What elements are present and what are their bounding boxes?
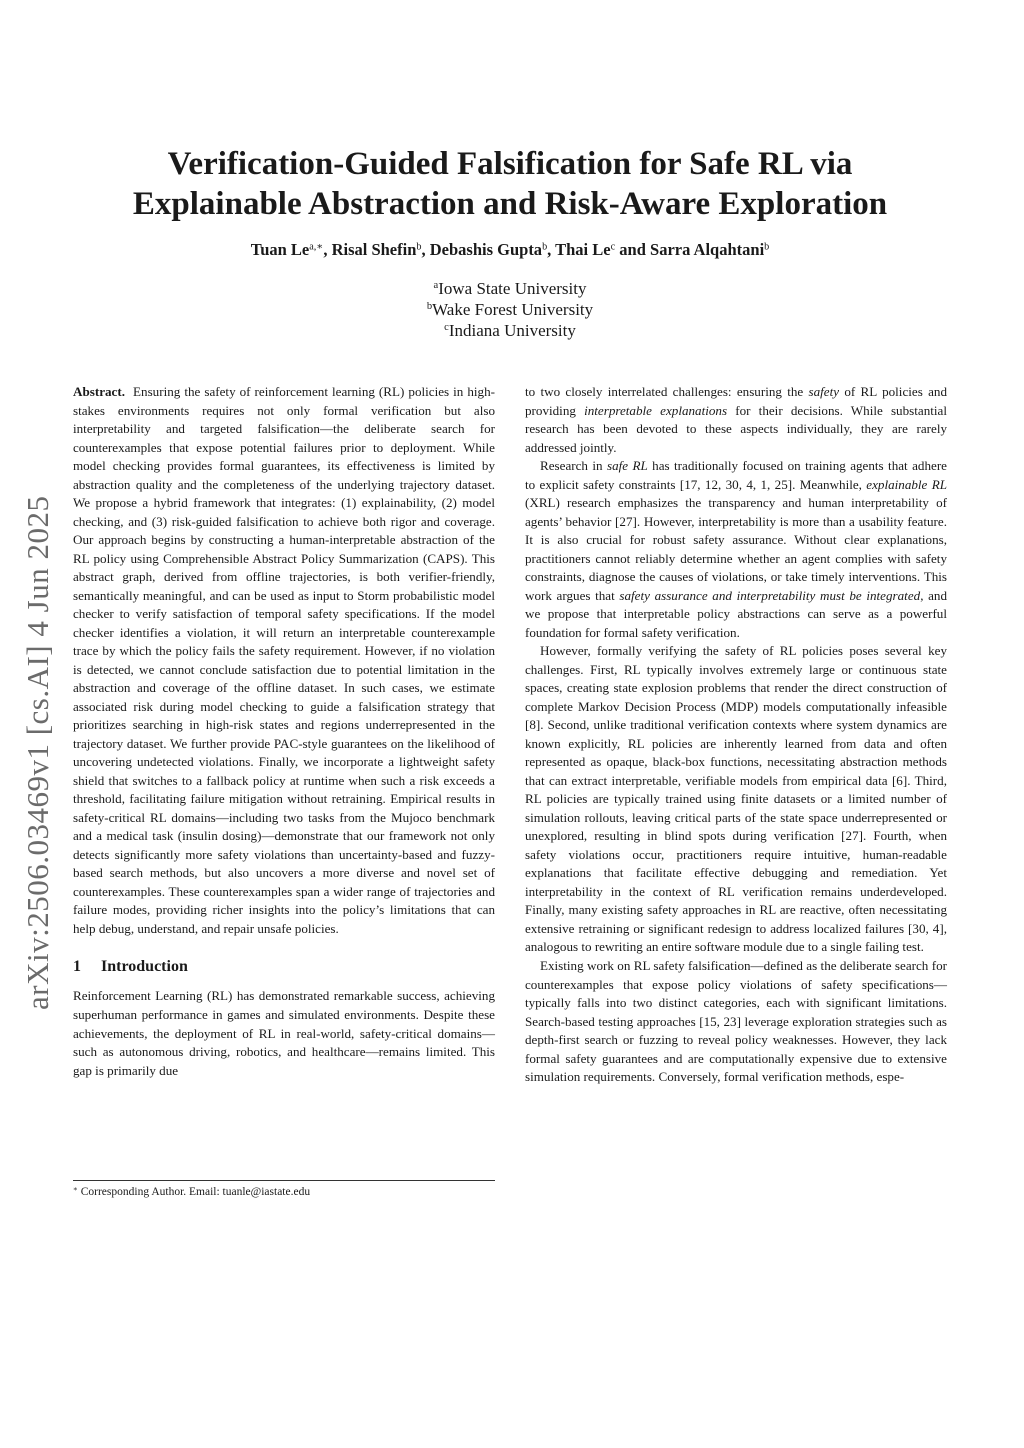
author-separator: and <box>615 240 651 259</box>
text-run: , and we propose that interpretable policy abstractions can serve as a powerful foundation for formal safety verification. <box>525 587 947 640</box>
author-separator: , <box>547 240 556 259</box>
author-separator: , <box>421 240 430 259</box>
intro-paragraph-1-continued <box>525 383 947 457</box>
affiliation-name: Indiana University <box>448 321 576 340</box>
arxiv-identifier-stamp: arXiv:2506.03469v1 [cs.AI] 4 Jun 2025 <box>20 495 55 1010</box>
text-run: to two closely interrelated challenges: ensuring the <box>525 384 809 399</box>
affiliation <box>60 320 960 341</box>
author-name: Sarra Alqahtani <box>650 240 765 259</box>
paper-title <box>60 144 960 224</box>
intro-paragraph-3: However, formally verifying the safety of RL policies poses several key challenges. First, RL typically involves extremely large or continuous state spaces, creating state explosion problems that render the direct construction of complete Markov Decision Process (MDP) models computationally infeasible [8]. Second, unlike traditional verification contexts where system dynamics are known explicitly, RL policies are inherently learned from data and often represented as opaque, black-box functions, necessitating abstraction methods that can extract interpretable, verifiable models from empirical data [6]. Third, RL policies are typically trained using finite datasets or a limited number of simulation rollouts, leaving critical parts of the state space underrepresented or unexplored, resulting in blind spots during verification [27]. Fourth, when safety violations occur, practitioners require intuitive, human-readable explanations that facilitate effective debugging and remediation. Yet interpretability in the context of RL verification remains underdeveloped. Finally, many existing safety approaches in RL are reactive, often necessitating extensive retraining or significant redesign to address localized failures [30, 4], analogous to rewriting an entire software module due to a single failing test. <box>525 643 947 955</box>
text-run: Research in <box>540 458 607 474</box>
affiliation-list <box>60 278 960 341</box>
footnote-marker: ∗ <box>73 1185 78 1194</box>
emphasis: interpretable explanations <box>584 402 728 418</box>
section-number: 1 <box>73 958 81 976</box>
text-run: of RL policies and providing <box>525 384 947 418</box>
author-affiliation-mark: b <box>416 241 422 253</box>
intro-paragraph-4: Existing work on RL safety falsification—defined as the deliberate search for counterexamples that expose policy violations of safety specifications—typically falls into two distinct categories, each with significant limitations. Search-based testing approaches [15, 23] leverage exploration strategies such as depth-first search or fuzzing to reveal policy weaknesses. However, they lack formal safety guarantees and are computationally expensive due to extensive simulation requirements. Conversely, formal verification methods, espe- <box>525 957 947 1085</box>
author-name: Debashis Gupta <box>429 240 543 259</box>
emphasis: safety <box>808 384 840 399</box>
left-column <box>73 383 495 1080</box>
abstract <box>73 383 495 938</box>
abstract-text: Ensuring the safety of reinforcement learning (RL) policies in high-stakes environments requires not only formal verification but also interpretability and targeted falsification—the deliberate search for counterexamples that expose potential failures prior to deployment. While model checking provides formal guarantees, its effectiveness is limited by abstraction quality and the completeness of the underlying trajectory dataset. We propose a hybrid framework that integrates: (1) explainability, (2) model checking, and (3) risk-guided falsification to achieve both rigor and coverage. Our approach begins by constructing a human-interpretable abstraction of the RL policy using Comprehensible Abstract Policy Summarization (CAPS). This abstract graph, derived from offline trajectories, is both verifier-friendly, semantically meaningful, and can be used as input to Storm probabilistic model checker to verify satisfaction of temporal safety specifications. If the model checker identifies a violation, it will return an interpretable counterexample trace by which the policy fails the safety requirement. However, if no violation is detected, we cannot conclude satisfaction due to potential limitation in the abstraction and coverage of the offline dataset. In such cases, we estimate associated risk during model checking to guide a falsification strategy that prioritizes searching in high-risk states and regions underrepresented in the trajectory dataset. We further provide PAC-style guarantees on the likelihood of uncovering undetected violations. Finally, we incorporate a lightweight safety shield that switches to a fallback policy at runtime when such a risk exceeds a threshold, facilitating failure mitigation without retraining. Empirical results in safety-critical RL domains—including two tasks from the Mujoco benchmark and a medical task (insulin dosing)—demonstrate that our framework not only detects significantly more safety violations than uncertainty-based and fuzzy-based search methods, but also uncovers a more diverse and novel set of counterexamples. These counterexamples span a wider range of trajectories and failure modes, providing richer insights into the policy’s limitations that can help debug, understand, and repair unsafe policies. <box>73 384 495 936</box>
author-affiliation-mark: b <box>764 241 770 253</box>
intro-paragraph-2 <box>525 457 947 642</box>
emphasis: safety assurance and interpretability must be integrated <box>619 587 921 603</box>
intro-paragraph-1: Reinforcement Learning (RL) has demonstrated remarkable success, achieving superhuman performance in games and simulated environments. Despite these achievements, the deployment of RL in real-world, safety-critical domains—such as autonomous driving, robotics, and healthcare—remains limited. This gap is primarily due <box>73 988 495 1078</box>
author-name: Risal Shefin <box>331 240 417 259</box>
affiliation-name: Wake Forest University <box>432 300 594 319</box>
affiliation-mark: b <box>426 301 433 313</box>
title-line-1: Verification-Guided Falsification for Safe RL via <box>167 146 853 182</box>
text-run: for their decisions. While substantial research has been devoted to these aspects individually, they are rarely addressed jointly. <box>525 402 947 455</box>
footnote <box>73 1185 495 1200</box>
author-name: Tuan Le <box>250 240 310 259</box>
author-affiliation-mark: b <box>542 241 548 253</box>
emphasis: explainable RL <box>866 476 947 492</box>
author-affiliation-mark: a,∗ <box>309 241 324 253</box>
footnote-text: Corresponding Author. Email: tuanle@iastate.edu <box>80 1186 311 1198</box>
author-list <box>60 240 960 260</box>
affiliation <box>60 299 960 320</box>
footnote-divider <box>73 1180 495 1181</box>
section-title: Introduction <box>101 958 188 976</box>
affiliation-name: Iowa State University <box>438 279 587 298</box>
right-column <box>525 383 947 1087</box>
emphasis: safe RL <box>606 458 648 474</box>
author-name: Thai Le <box>555 240 611 259</box>
section-heading-introduction <box>73 957 495 977</box>
affiliation-mark: a <box>433 280 439 292</box>
author-affiliation-mark: c <box>610 241 616 253</box>
text-run: (XRL) research emphasizes the transparency and human interpretability of agents’ behavior [27]. However, interpretability is more than a usability feature. It is also crucial for robust safety assurance. Without clear explanations, practitioners cannot reliably determine whether an agent complies with safety constraints, diagnose the causes of violations, or take timely interventions. This work argues that <box>525 495 947 603</box>
text-run: has traditionally focused on training agents that adhere to explicit safety constraints [17, 12, 30, 4, 1, 25]. Meanwhile, <box>525 458 947 492</box>
affiliation-mark: c <box>444 322 449 334</box>
author-separator: , <box>323 240 332 259</box>
affiliation <box>60 278 960 299</box>
abstract-label: Abstract. <box>73 384 125 399</box>
title-line-2: Explainable Abstraction and Risk-Aware Exploration <box>132 186 888 222</box>
